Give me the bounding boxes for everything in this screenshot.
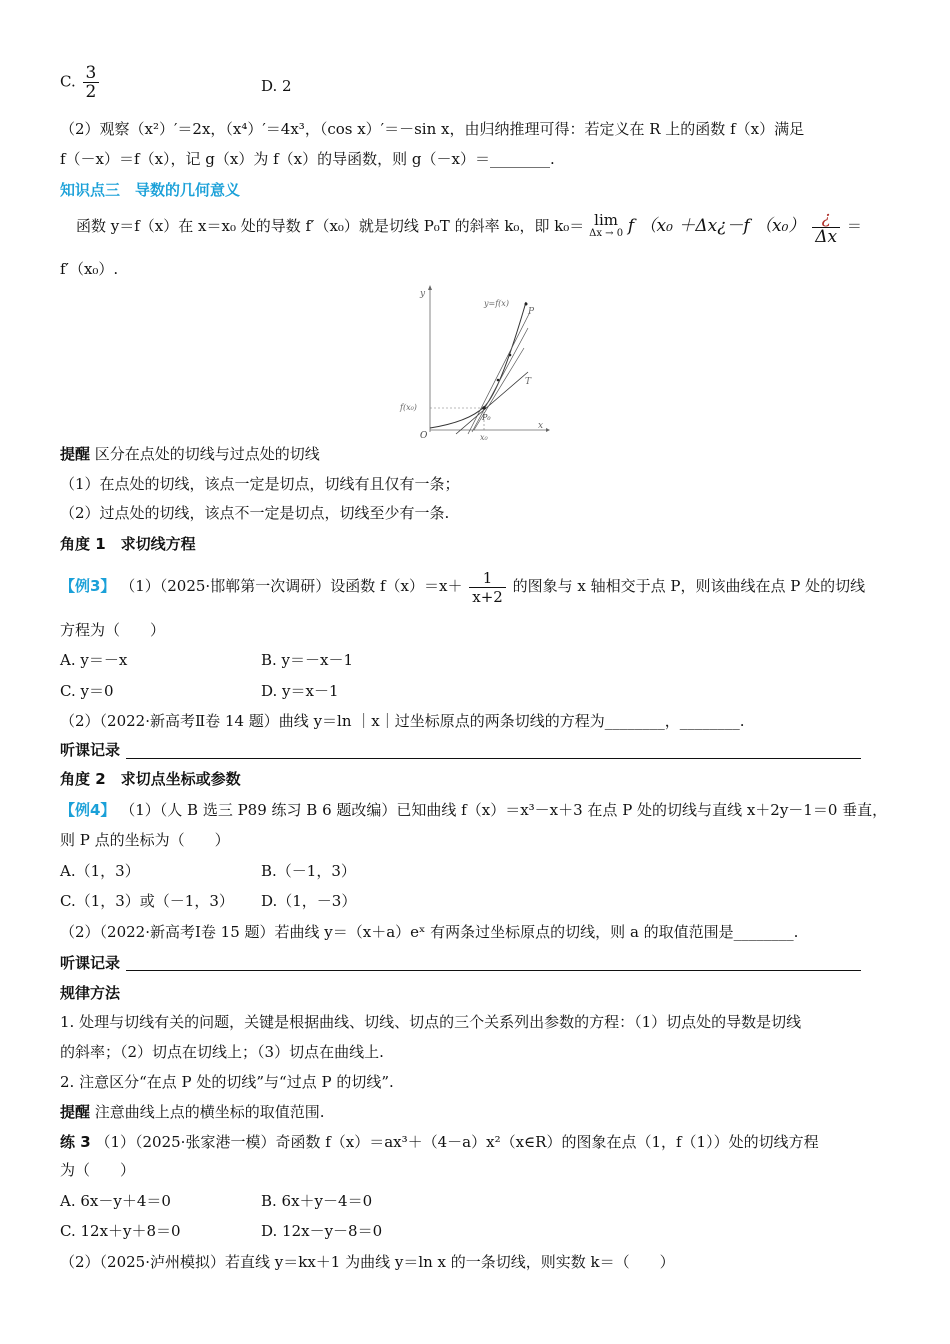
limit-fraction-num: ¿: [812, 209, 840, 228]
example-3-text-pre: （1）（2025·邯郸第一次调研）设函数 f（x）＝x＋: [120, 577, 463, 595]
notes-label-2: 听课记录: [60, 954, 121, 972]
method-1-line-1: 1. 处理与切线有关的问题，关键是根据曲线、切线、切点的三个关系列出参数的方程：（1）切点处的导数是切线: [60, 1013, 802, 1031]
example-4-option-b: B.（－1，3）: [261, 862, 356, 880]
secant-line-2: [472, 328, 528, 432]
example-4-option-d: D.（1，－3）: [261, 892, 357, 910]
practice-3-tag: 练 3: [60, 1133, 91, 1151]
notes-line-1: [126, 758, 861, 759]
x-axis-label: x: [538, 421, 544, 431]
fraction-3-2: [83, 64, 100, 101]
example-3-option-c: C. y＝0: [60, 682, 114, 700]
example-3-option-a: A. y＝－x: [60, 651, 128, 669]
example-3-frac-den: x+2: [472, 587, 503, 606]
practice-3-question-2: （2）（2025·泸州模拟）若直线 y＝kx＋1 为曲线 y＝ln x 的一条切线，则实数 k＝（ ）: [60, 1253, 675, 1271]
method-2: 2. 注意区分“在点 P 处的切线”与“过点 P 的切线”.: [60, 1073, 394, 1091]
example-3-line-2: 方程为（ ）: [60, 621, 166, 639]
practice-3-option-a: A. 6x－y＋4＝0: [60, 1192, 171, 1210]
definition-text: 函数 y＝f（x）在 x＝x₀ 处的导数 f′（x₀）就是切线 P₀T 的斜率 k₀，即 k₀＝: [76, 217, 585, 235]
example-3-tag: 【例3】: [60, 577, 116, 595]
example-4-tag: 【例4】: [60, 801, 116, 819]
angle-1-heading: 角度 1 求切线方程: [60, 535, 196, 553]
tangent-line-p0t: [456, 372, 528, 434]
limit-operator: [589, 213, 623, 241]
practice-3-line-2: 为（ ）: [60, 1161, 136, 1179]
example-4-option-a: A.（1，3）: [60, 862, 140, 880]
y-axis-arrow: [428, 285, 432, 290]
reminder-tag: 提醒: [60, 445, 91, 463]
option-d: D. 2: [261, 77, 292, 95]
limit-expression: f （x₀ ＋Δx¿－f （x₀）: [627, 216, 806, 236]
reminder-1-item-2: （2）过点处的切线，该点不一定是切点，切线至少有一条.: [60, 504, 450, 522]
example-4-option-c: C.（1，3）或（－1，3）: [60, 892, 234, 910]
p-label: P: [528, 307, 535, 317]
moving-point-2: [497, 379, 500, 382]
tangent-line-graph: [398, 282, 552, 442]
reminder-text: 区分在点处的切线与过点处的切线: [94, 445, 320, 463]
fraction-numerator: 3: [83, 64, 100, 83]
question-2-line-1: （2）观察（x²）′＝2x，（x⁴）′＝4x³，（cos x）′＝－sin x，由归纳推理可得：若定义在 R 上的函数 f（x）满足: [60, 120, 805, 138]
reminder-1: [60, 444, 320, 464]
equals-sign: ＝: [846, 217, 862, 235]
example-3-option-b: B. y＝－x－1: [261, 651, 354, 669]
point-p: [525, 303, 528, 306]
section-title-knowledge-3: 知识点三 导数的几何意义: [60, 181, 241, 199]
curve-y-fx: [430, 302, 526, 428]
example-4-line-2: 则 P 点的坐标为（ ）: [60, 831, 230, 849]
t-label: T: [525, 377, 532, 387]
option-c-prefix: C.: [60, 72, 76, 91]
method-heading: 规律方法: [60, 984, 121, 1002]
practice-3-line-1: [60, 1132, 819, 1152]
notes-line-2: [126, 970, 861, 971]
example-4-text: （1）（人 B 选三 P89 练习 B 6 题改编）已知曲线 f（x）＝x³－x＋3 在点 P 处的切线与直线 x＋2y－1＝0 垂直，: [120, 801, 888, 819]
limit-subscript: Δx → 0: [589, 228, 624, 239]
y-axis-label: y: [420, 289, 426, 299]
example-3-option-d: D. y＝x－1: [261, 682, 339, 700]
fraction-denominator: 2: [85, 82, 97, 102]
point-p0: [482, 406, 486, 410]
practice-3-text: （1）（2025·张家港一模）奇函数 f（x）＝ax³＋（4－a）x²（x∈R）的图象在点（1，f（1））处的切线方程: [95, 1133, 819, 1151]
example-3-question-2: （2）（2022·新高考Ⅱ卷 14 题）曲线 y＝ln ｜x｜过坐标原点的两条切线的方程为________，________.: [60, 712, 745, 730]
reminder-2-text: 注意曲线上点的横坐标的取值范围.: [94, 1103, 325, 1121]
definition-line: [76, 206, 862, 246]
example-3-line-1: [60, 566, 865, 606]
example-3-text-post: 的图象与 x 轴相交于点 P，则该曲线在点 P 处的切线: [512, 577, 866, 595]
example-3-frac-num: 1: [469, 569, 506, 588]
origin-label: O: [420, 431, 428, 441]
example-3-fraction: [469, 569, 506, 606]
definition-line-2: f′（x₀）.: [60, 260, 119, 278]
reminder-2-tag: 提醒: [60, 1103, 91, 1121]
x0-label: x₀: [480, 433, 488, 442]
curve-label: y=f(x): [484, 299, 509, 308]
x-axis-arrow: [546, 428, 550, 432]
example-4-question-2: （2）（2022·新高考Ⅰ卷 15 题）若曲线 y＝（x＋a）eˣ 有两条过坐标原点的切线，则 a 的取值范围是________.: [60, 923, 799, 941]
practice-3-option-d: D. 12x－y－8＝0: [261, 1222, 383, 1240]
method-1-line-2: 的斜率；（2）切点在切线上；（3）切点在曲线上.: [60, 1043, 384, 1061]
reminder-1-item-1: （1）在点处的切线，该点一定是切点，切线有且仅有一条；: [60, 475, 460, 493]
limit-fraction: [812, 209, 840, 246]
p0-label: P₀: [482, 413, 491, 422]
fx0-label: f(x₀): [400, 403, 417, 412]
secant-line-1: [468, 312, 530, 434]
moving-point-1: [509, 354, 512, 357]
example-4-line-1: [60, 800, 887, 820]
notes-label-1: 听课记录: [60, 741, 121, 759]
angle-2-heading: 角度 2 求切点坐标或参数: [60, 770, 241, 788]
option-c: [60, 64, 101, 101]
reminder-2: [60, 1102, 325, 1122]
limit-fraction-den: Δx: [815, 226, 838, 247]
practice-3-option-c: C. 12x＋y＋8＝0: [60, 1222, 181, 1240]
question-2-line-2: f（－x）＝f（x），记 g（x）为 f（x）的导函数，则 g（－x）＝________.: [60, 150, 555, 168]
limit-label: lim: [594, 211, 618, 229]
practice-3-option-b: B. 6x＋y－4＝0: [261, 1192, 373, 1210]
